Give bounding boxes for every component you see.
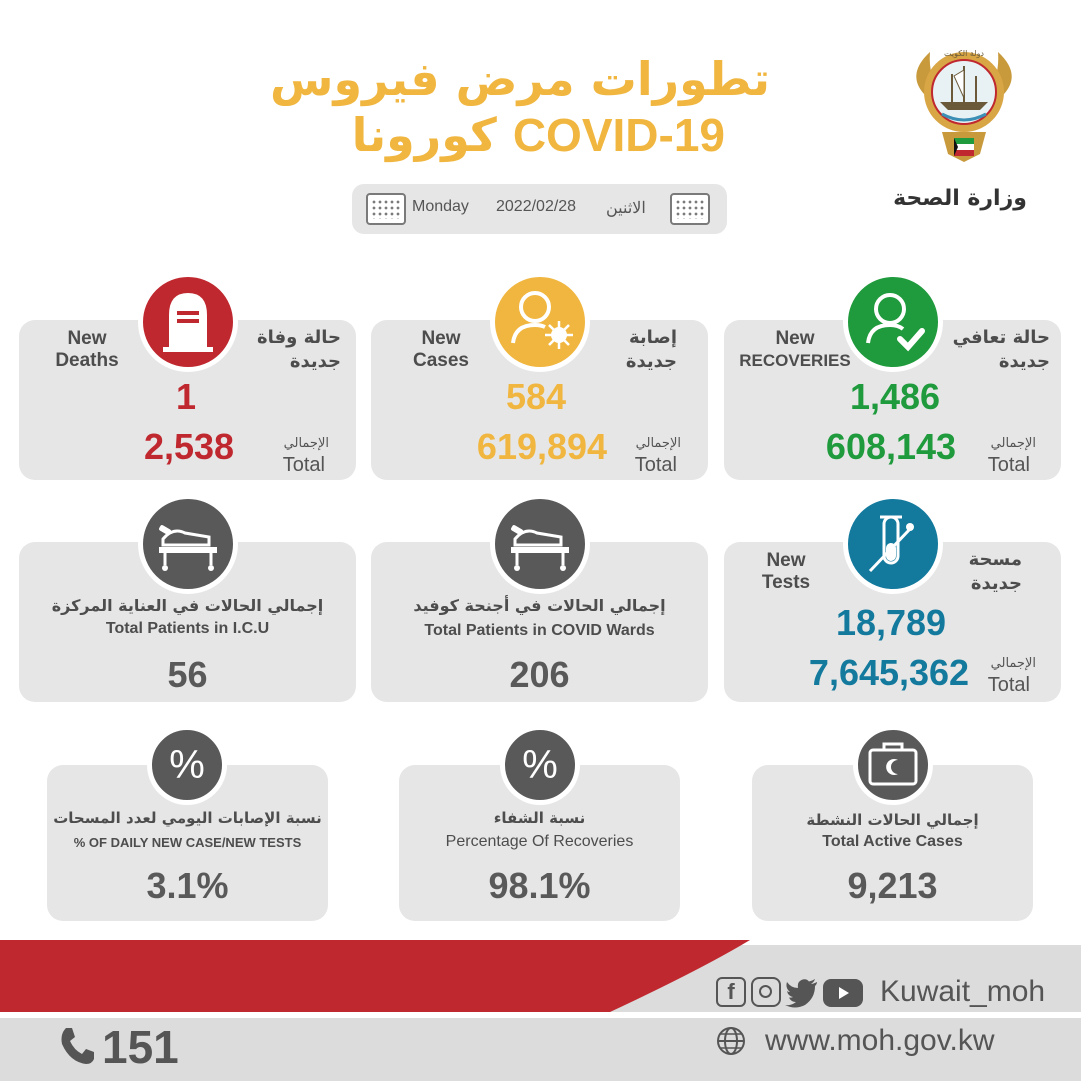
footer-divider	[0, 1012, 1081, 1018]
deaths-new-value: 1	[175, 376, 197, 417]
phone-icon	[58, 1026, 96, 1066]
label-cases: Cases	[413, 350, 469, 371]
page-title-line2	[250, 108, 725, 162]
label-deaths: Deaths	[55, 350, 119, 371]
medical-kit-icon	[853, 725, 933, 805]
percent-icon	[500, 725, 580, 805]
date-text: 2022/02/28	[496, 198, 577, 215]
daily-rate-value: 3.1%	[146, 865, 229, 906]
recoveries-new-value: 1,486	[849, 376, 941, 417]
twitter-icon[interactable]	[785, 978, 819, 1008]
page-title-line1: تطورات مرض فيروس	[270, 52, 770, 106]
active-value: 9,213	[847, 865, 938, 906]
wards-label-ar: إجمالي الحالات في أجنحة كوفيد	[413, 596, 666, 615]
total-label-ar: الإجمالي	[990, 656, 1036, 671]
calendar-icon	[670, 193, 710, 225]
recoveries-total-value: 608,143	[825, 426, 957, 467]
kuwait-emblem-icon	[884, 34, 1044, 184]
daily-rate-label-ar: نسبة الإصابات اليومي لعدد المسحات	[53, 809, 322, 827]
active-label-ar: إجمالي الحالات النشطة	[806, 811, 979, 829]
test-tube-icon	[843, 494, 943, 594]
total-label-en: Total	[282, 454, 325, 476]
logo-text: دولة الكويت	[944, 49, 984, 58]
title-ar-word: كورونا	[351, 108, 497, 162]
deaths-label-ar: حالة وفاة جديدة	[256, 327, 341, 372]
ministry-name: وزارة الصحة	[893, 186, 1027, 211]
label-new: New	[67, 328, 107, 349]
day-ar: الاثنين	[606, 200, 646, 217]
deaths-total-value: 2,538	[143, 426, 235, 467]
recoveries-label-en	[730, 328, 860, 372]
recovery-icon	[843, 272, 943, 372]
label-new: New	[421, 328, 461, 349]
cases-total-value: 619,894	[476, 426, 608, 467]
recovery-rate-value: 98.1%	[488, 865, 591, 906]
icu-label-en: Total Patients in I.C.U	[105, 620, 270, 637]
date-bar	[352, 184, 727, 234]
calendar-icon	[366, 193, 406, 225]
total-label-ar: الإجمالي	[990, 436, 1036, 451]
total-label-en: Total	[634, 454, 677, 476]
percent-icon-text: %	[169, 743, 205, 787]
label-new: New	[766, 550, 806, 571]
icu-bed-icon	[138, 494, 238, 594]
label-recoveries: RECOVERIES	[739, 351, 851, 370]
deaths-label-en	[37, 328, 137, 372]
total-label-en: Total	[987, 454, 1030, 476]
icu-value: 56	[167, 654, 208, 695]
grave-icon	[138, 272, 238, 372]
social-handle[interactable]: Kuwait_moh	[880, 975, 1046, 1008]
tests-label-ar: مسحة جديدة	[968, 549, 1022, 594]
cases-label-ar: إصابة جديدة	[625, 327, 677, 372]
label-tests: Tests	[761, 572, 811, 593]
cases-new-value: 584	[505, 376, 567, 417]
globe-icon	[716, 1026, 746, 1056]
label-new: New	[775, 328, 815, 349]
total-label-ar: الإجمالي	[283, 436, 329, 451]
title-covid: COVID-19	[512, 109, 725, 161]
recovery-rate-label-ar: نسبة الشفاء	[493, 809, 586, 827]
facebook-icon[interactable]: f	[716, 977, 746, 1007]
active-label-en: Total Active Cases	[822, 833, 963, 850]
wards-label-en: Total Patients in COVID Wards	[424, 622, 655, 639]
youtube-icon[interactable]	[823, 979, 863, 1007]
recoveries-label-ar: حالة تعافي جديدة	[952, 327, 1050, 372]
wards-value: 206	[509, 654, 570, 695]
recovery-rate-label-en: Percentage Of Recoveries	[445, 833, 634, 850]
tests-new-value: 18,789	[835, 602, 947, 643]
percent-icon	[147, 725, 227, 805]
instagram-icon[interactable]	[751, 977, 781, 1007]
tests-total-value: 7,645,362	[808, 652, 970, 693]
icu-label-ar: إجمالي الحالات في العناية المركزة	[51, 596, 324, 615]
hotline-number[interactable]: 151	[102, 1021, 179, 1073]
website-link[interactable]: www.moh.gov.kw	[765, 1024, 995, 1057]
total-label-en: Total	[987, 674, 1030, 696]
percent-icon-text: %	[522, 743, 558, 787]
day-en: Monday	[412, 198, 469, 215]
tests-label-en	[740, 550, 832, 594]
infection-icon	[490, 272, 590, 372]
ministry-logo	[884, 34, 1044, 184]
total-label-ar: الإجمالي	[635, 436, 681, 451]
cases-label-en	[391, 328, 491, 372]
hospital-bed-icon	[490, 494, 590, 594]
daily-rate-label-en: % OF DAILY NEW CASE/NEW TESTS	[73, 835, 302, 850]
